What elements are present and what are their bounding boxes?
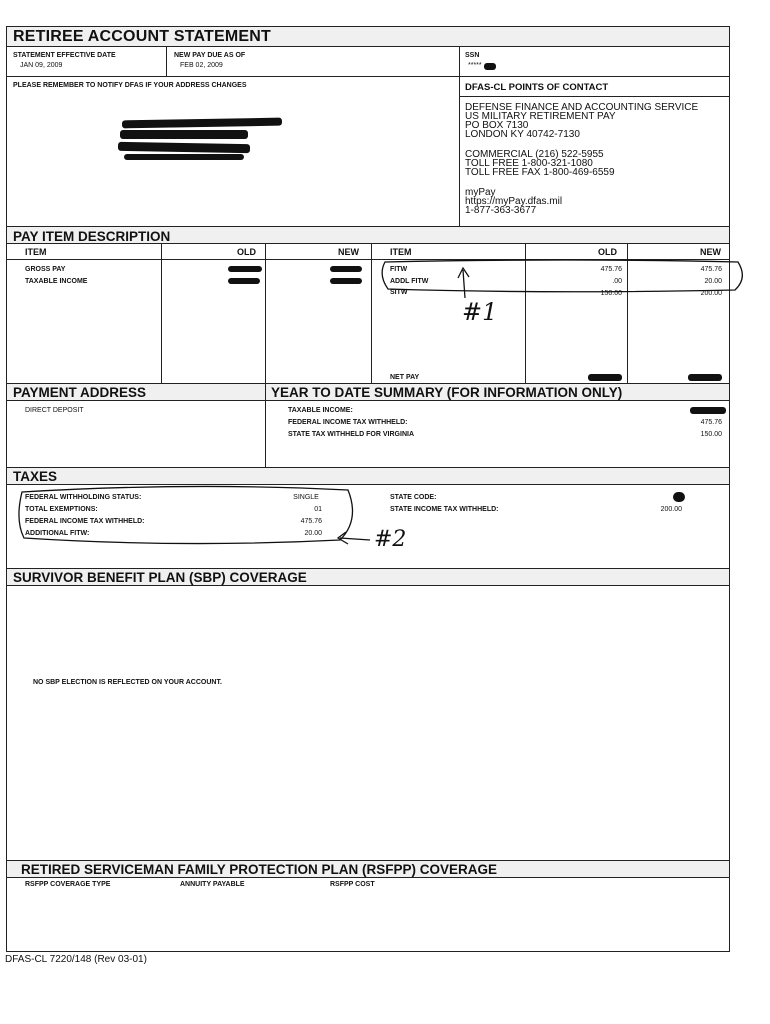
taxes-heading: TAXES <box>13 469 58 484</box>
annotation-1-label: #1 <box>462 298 498 326</box>
sbp-heading: SURVIVOR BENEFIT PLAN (SBP) COVERAGE <box>13 570 307 585</box>
left-item-header: ITEM <box>25 247 47 257</box>
right-old-header: OLD <box>598 247 617 257</box>
ytd-heading: YEAR TO DATE SUMMARY (FOR INFORMATION ONLY) <box>271 385 623 400</box>
rsfpp-cost-label: RSFPP COST <box>330 881 375 888</box>
state-income-tax-value: 200.00 <box>660 506 682 513</box>
address-notice: PLEASE REMEMBER TO NOTIFY DFAS IF YOUR ADDRESS CHANGES <box>13 82 247 89</box>
sbp-message: NO SBP ELECTION IS REFLECTED ON YOUR ACCOUNT. <box>33 679 222 686</box>
contact-phone: COMMERCIAL (216) 522-5955 <box>465 149 604 160</box>
right-item-header: ITEM <box>390 247 412 257</box>
mypay-label: myPay <box>465 187 496 198</box>
addl-fitw-label: ADDL FITW <box>390 278 429 285</box>
sitw-label: SITW <box>390 289 408 296</box>
statement-date-label: STATEMENT EFFECTIVE DATE <box>13 52 116 59</box>
ytd-taxable-label: TAXABLE INCOME: <box>288 407 353 414</box>
right-new-header: NEW <box>700 247 721 257</box>
sitw-new: 200.00 <box>700 290 722 297</box>
fitw-label: FITW <box>390 266 408 273</box>
taxable-old-redaction <box>228 278 260 284</box>
payment-address-value: DIRECT DEPOSIT <box>25 407 84 414</box>
contact-phone: TOLL FREE FAX 1-800-469-6559 <box>465 167 615 178</box>
ssn-label: SSN <box>465 52 480 59</box>
net-pay-old-redaction <box>588 374 622 381</box>
state-code-label: STATE CODE: <box>390 494 437 501</box>
rsfpp-heading: RETIRED SERVICEMAN FAMILY PROTECTION PLAN (RSFPP) COVERAGE <box>21 862 498 877</box>
taxable-new-redaction <box>330 278 362 284</box>
ssn-redaction <box>484 63 496 70</box>
addl-fitw-old: .00 <box>612 278 622 285</box>
contact-line: DEFENSE FINANCE AND ACCOUNTING SERVICE <box>465 102 699 113</box>
left-old-header: OLD <box>237 247 256 257</box>
rsfpp-annuity-label: ANNUITY PAYABLE <box>180 881 245 888</box>
annotation-2-markup <box>10 480 410 560</box>
contacts-mypay <box>465 188 562 215</box>
state-code-redaction <box>673 492 685 502</box>
form-number: DFAS-CL 7220/148 (Rev 03-01) <box>5 954 147 965</box>
contact-line: LONDON KY 40742-7130 <box>465 129 580 140</box>
payment-address-heading: PAYMENT ADDRESS <box>13 385 147 400</box>
ytd-fitw-label: FEDERAL INCOME TAX WITHHELD: <box>288 419 408 426</box>
contacts-heading: DFAS-CL POINTS OF CONTACT <box>465 82 609 93</box>
left-new-header: NEW <box>338 247 359 257</box>
pay-due-value: FEB 02, 2009 <box>180 62 223 69</box>
fitw-old: 475.76 <box>600 266 622 273</box>
withholding-status-label: FEDERAL WITHHOLDING STATUS: <box>25 494 142 501</box>
mypay-link[interactable]: https://myPay.dfas.mil <box>465 196 563 207</box>
additional-fitw-value: 20.00 <box>304 530 322 537</box>
contacts-address <box>465 103 698 139</box>
annotation-2-label: #2 <box>374 527 407 552</box>
page-title: RETIREE ACCOUNT STATEMENT <box>13 28 272 45</box>
fitw-new: 475.76 <box>700 266 722 273</box>
address-redaction-2 <box>120 130 248 139</box>
pay-items-heading: PAY ITEM DESCRIPTION <box>13 229 171 244</box>
total-exemptions-label: TOTAL EXEMPTIONS: <box>25 506 98 513</box>
fed-tax-withheld-label: FEDERAL INCOME TAX WITHHELD: <box>25 518 145 525</box>
contacts-phones <box>465 150 615 177</box>
state-income-tax-label: STATE INCOME TAX WITHHELD: <box>390 506 499 513</box>
fed-tax-withheld-value: 475.76 <box>300 518 322 525</box>
pay-due-label: NEW PAY DUE AS OF <box>174 52 246 59</box>
addl-fitw-new: 20.00 <box>704 278 722 285</box>
gross-pay-old-redaction <box>228 266 262 272</box>
gross-pay-label: GROSS PAY <box>25 266 66 273</box>
withholding-status-value: SINGLE <box>293 494 319 501</box>
contact-line: PO BOX 7130 <box>465 120 529 131</box>
sitw-old: 150.00 <box>600 290 622 297</box>
ytd-state-label: STATE TAX WITHHELD FOR VIRGINIA <box>288 431 414 438</box>
ytd-fitw-value: 475.76 <box>700 419 722 426</box>
ssn-mask: ***** <box>468 62 482 69</box>
rsfpp-coverage-type-label: RSFPP COVERAGE TYPE <box>25 881 111 888</box>
statement-date-value: JAN 09, 2009 <box>20 62 63 69</box>
gross-pay-new-redaction <box>330 266 362 272</box>
ytd-state-value: 150.00 <box>700 431 722 438</box>
annotation-1-markup <box>370 250 750 340</box>
net-pay-label: NET PAY <box>390 374 420 381</box>
taxable-income-label: TAXABLE INCOME <box>25 278 88 285</box>
ytd-taxable-redaction <box>690 407 726 414</box>
additional-fitw-label: ADDITIONAL FITW: <box>25 530 90 537</box>
mypay-phone: 1-877-363-3677 <box>465 205 537 216</box>
net-pay-new-redaction <box>688 374 722 381</box>
total-exemptions-value: 01 <box>314 506 322 513</box>
address-redaction-4 <box>124 154 244 160</box>
contact-line: US MILITARY RETIREMENT PAY <box>465 111 616 122</box>
contact-phone: TOLL FREE 1-800-321-1080 <box>465 158 593 169</box>
